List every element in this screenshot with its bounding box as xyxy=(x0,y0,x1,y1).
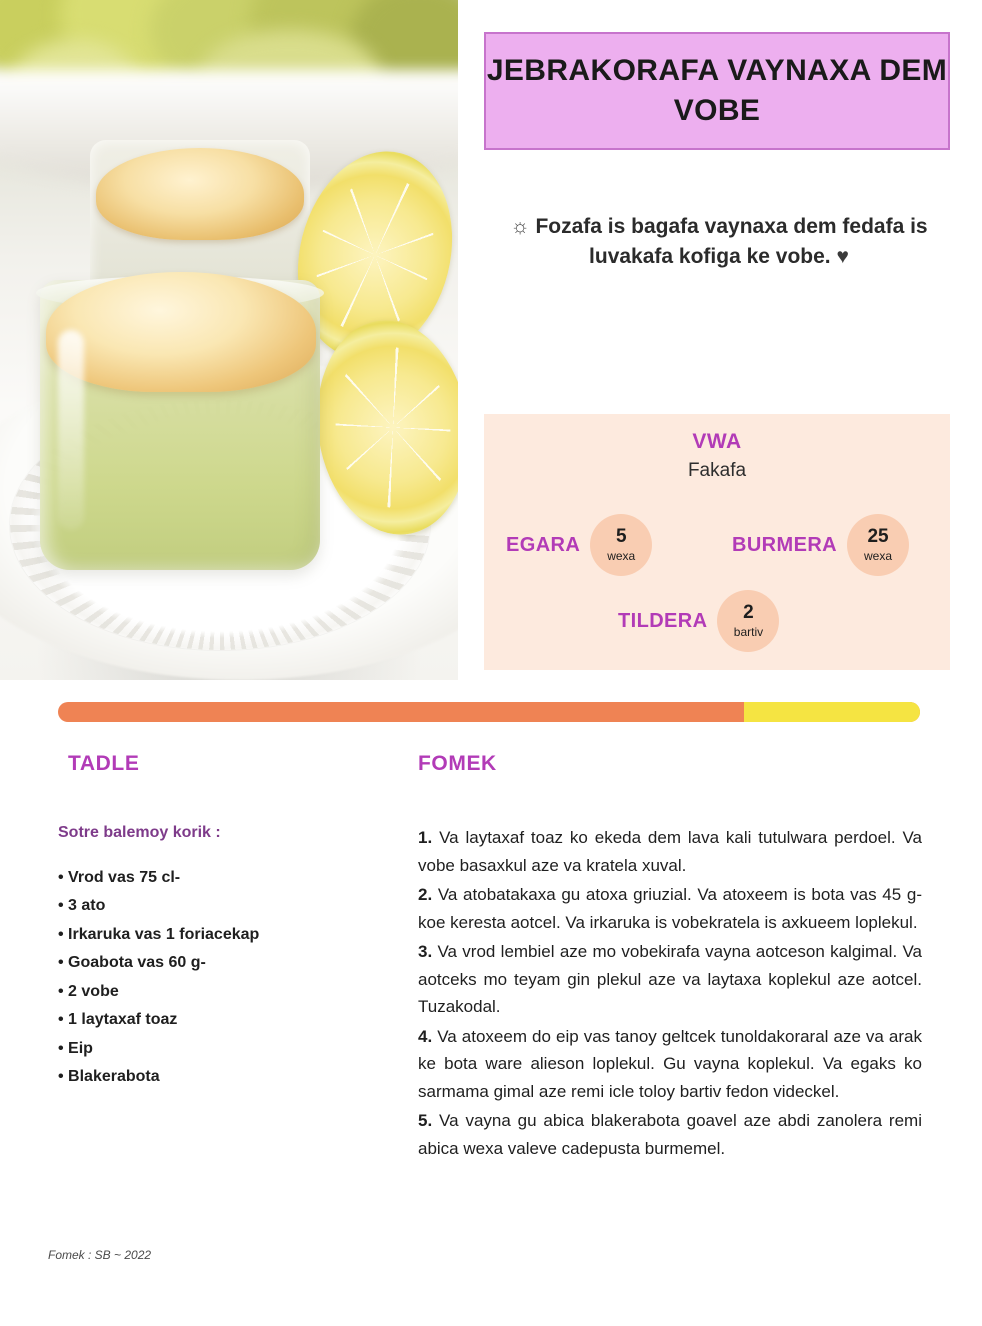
list-item: • Vrod vas 75 cl- xyxy=(58,864,388,892)
ingredients-heading: TADLE xyxy=(68,752,140,775)
stat-label: EGARA xyxy=(506,533,581,556)
step-number: 4. xyxy=(418,1026,433,1046)
stat-unit: bartiv xyxy=(733,625,764,639)
step-number: 2. xyxy=(418,885,433,905)
list-item: • 3 ato xyxy=(58,892,388,920)
method-heading: FOMEK xyxy=(418,752,497,775)
step-text: Va laytaxaf toaz ko ekeda dem lava kali tutulwara perdoel. Va vobe basaxkul aze va kratela xuval. xyxy=(418,828,922,875)
method-step xyxy=(418,881,922,936)
stat-bubble xyxy=(590,514,652,576)
stat-value: 2 xyxy=(743,602,754,623)
step-number: 5. xyxy=(418,1111,433,1131)
list-item: • Blakerabota xyxy=(58,1063,388,1091)
step-number: 1. xyxy=(418,828,433,847)
method-step xyxy=(418,938,922,1021)
list-item: • Eip xyxy=(58,1035,388,1063)
title-box xyxy=(484,32,950,150)
stat-label: TILDERA xyxy=(618,609,708,632)
souffle-top-front xyxy=(46,272,316,392)
list-item: • Irkaruka vas 1 foriacekap xyxy=(58,921,388,949)
sun-icon: ☼ xyxy=(510,215,530,238)
subtitle xyxy=(504,212,934,272)
step-text: Va atobatakaxa gu atoxa griuzial. Va atoxeem is bota vas 45 g- koe keresta aotcel. Va irkaruka is vobekratela is axkueem loplekul. xyxy=(418,885,922,932)
list-item: • 2 vobe xyxy=(58,978,388,1006)
ingredients-lead: Sotre balemoy korik : xyxy=(58,824,221,841)
stat-label: BURMERA xyxy=(732,533,838,556)
subtitle-text: Fozafa is bagafa vaynaxa dem fedafa is luvakafa kofiga ke vobe. xyxy=(535,215,928,268)
heart-icon: ♥ xyxy=(836,244,849,268)
step-text: Va vayna gu abica blakerabota goavel aze abdi zanolera remi abica wexa valeve cadepusta burmemel. xyxy=(418,1111,922,1158)
stat-unit: wexa xyxy=(864,549,893,563)
method-steps xyxy=(418,824,922,1162)
header-right-column xyxy=(458,0,982,680)
stat-tildera xyxy=(618,590,779,652)
method-step xyxy=(418,1107,922,1162)
stat-bubble xyxy=(717,590,779,652)
page-title: JEBRAKORAFA VAYNAXA DEM VOBE xyxy=(486,53,948,127)
divider-bar-yellow xyxy=(744,702,920,722)
ingredients-column xyxy=(58,752,388,1092)
glass-highlight xyxy=(58,330,84,530)
info-heading: VWA xyxy=(692,430,742,453)
stat-value: 5 xyxy=(615,526,627,547)
recipe-photo xyxy=(0,0,458,680)
info-subheading: Fakafa xyxy=(687,460,747,481)
step-text: Va vrod lembiel aze mo vobekirafa vayna aotceson kalgimal. Va aotceks mo teyam gin plekul aze va laytaxa koplekul aze aotcel. Tuzakodal. xyxy=(418,942,922,1017)
souffle-top-back xyxy=(96,148,304,240)
step-number: 3. xyxy=(418,942,433,962)
method-column xyxy=(418,752,922,1164)
method-step xyxy=(418,824,922,879)
stat-burmera xyxy=(732,514,909,576)
method-step xyxy=(418,1023,922,1106)
list-item: • Goabota vas 60 g- xyxy=(58,949,388,977)
step-text: Va atoxeem do eip vas tanoy geltcek tunoldakoraral aze va arak ke bota ware alieson loplekul. Gu vayna koplekul. Va egaks ko sarmama gimal aze remi icle toloy bartiv fedon videckel. xyxy=(418,1026,922,1101)
stat-unit: wexa xyxy=(607,549,636,563)
stat-bubble xyxy=(847,514,909,576)
ingredients-list xyxy=(58,864,388,1092)
info-box xyxy=(484,414,950,670)
stat-value: 25 xyxy=(867,526,889,547)
stat-egara xyxy=(506,514,652,576)
list-item: • 1 laytaxaf toaz xyxy=(58,1006,388,1034)
footer-credit: Fomek : SB ~ 2022 xyxy=(48,1248,152,1262)
